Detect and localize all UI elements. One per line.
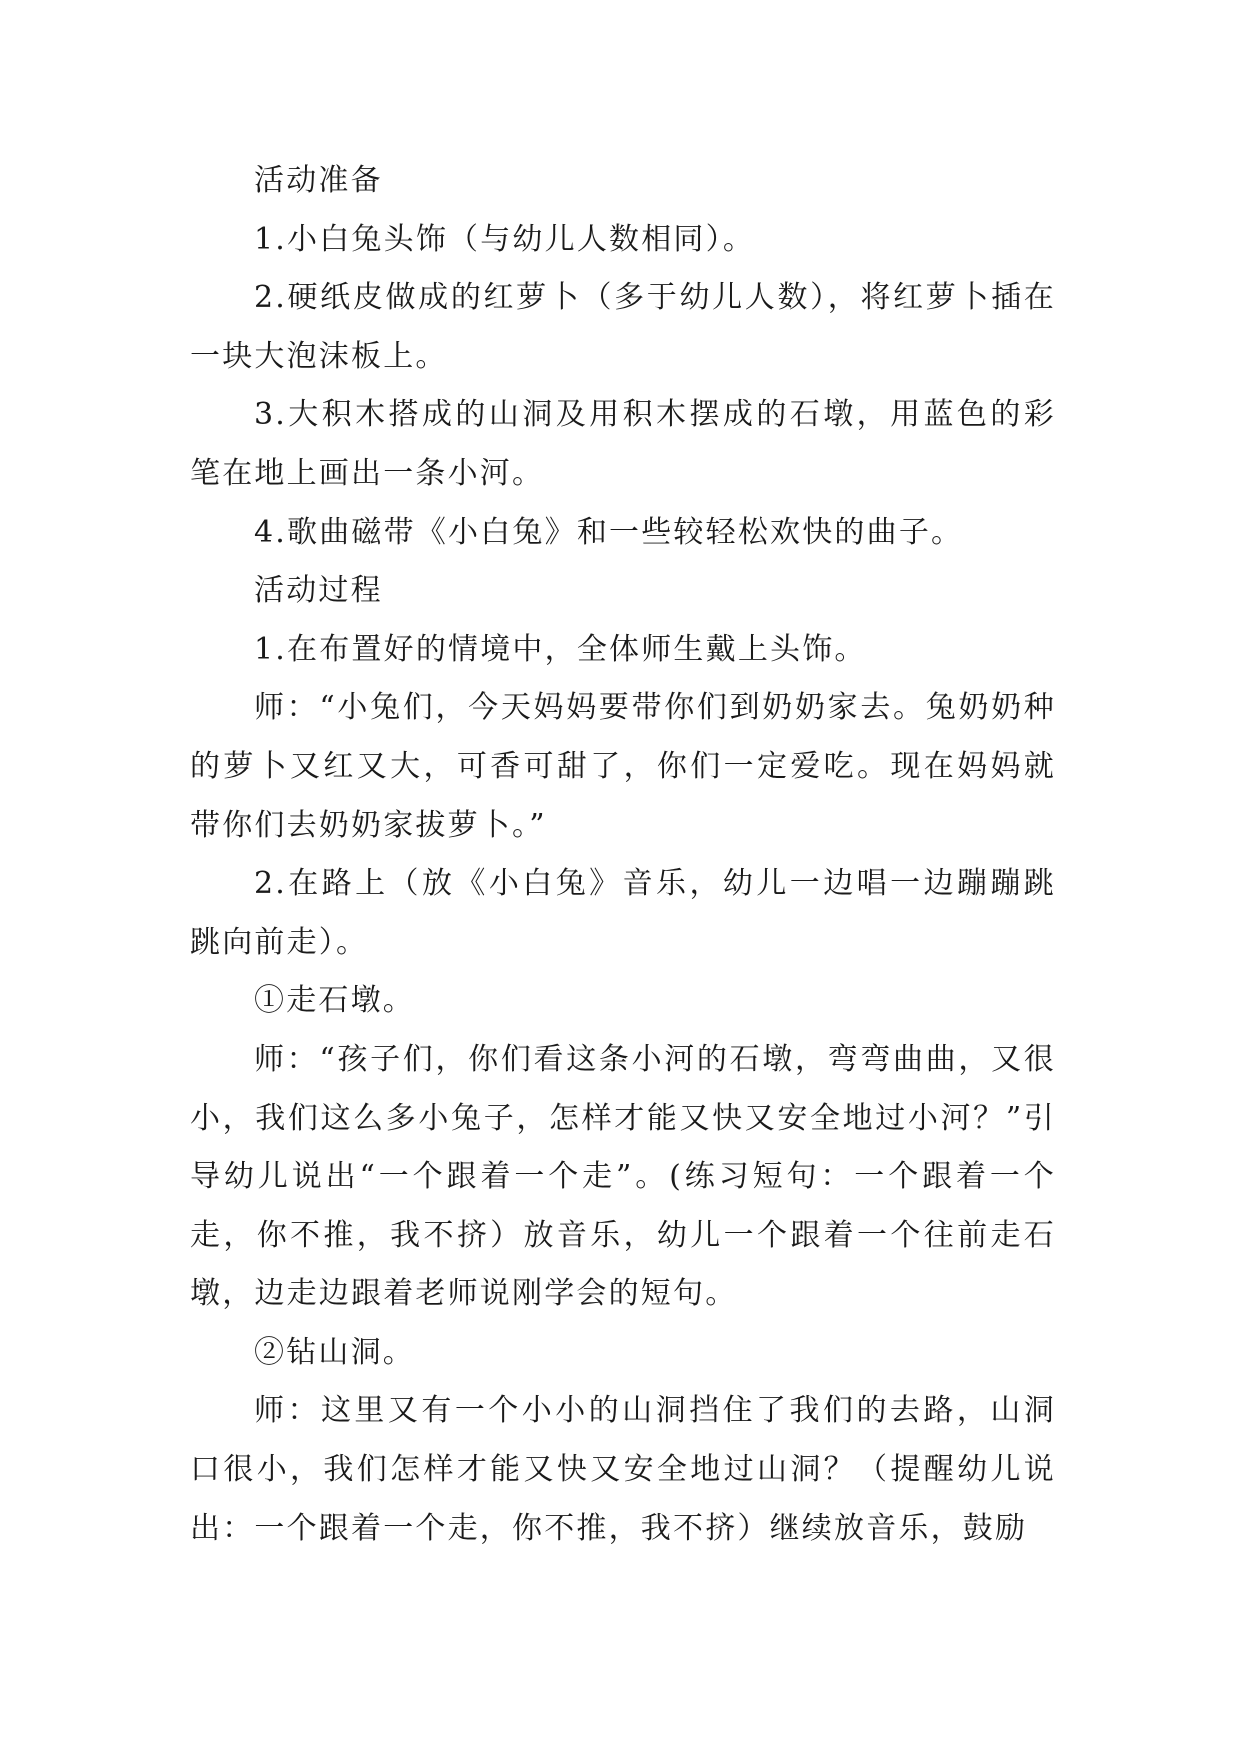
document-body — [190, 152, 1056, 1558]
list-item: 1.在布置好的情境中，全体师生戴上头饰。 — [254, 631, 867, 667]
heading-activity-preparation: 活动准备 — [254, 163, 383, 198]
heading-activity-process: 活动过程 — [254, 573, 383, 609]
teacher-dialogue: 师：这里又有一个小小的山洞挡住了我们的去路，山洞口很小，我们怎样才能又快又安全地过山洞？（提醒幼儿说出：一个跟着一个走，你不推，我不挤）继续放音乐，鼓励 — [190, 1393, 1056, 1546]
list-item: 2.在路上（放《小白兔》音乐，幼儿一边唱一边蹦蹦跳跳向前走）。 — [190, 866, 1056, 960]
list-item: 4.歌曲磁带《小白兔》和一些较轻松欢快的曲子。 — [254, 514, 964, 550]
sub-item: ①走石墩。 — [254, 983, 415, 1019]
teacher-dialogue: 师：“孩子们，你们看这条小河的石墩，弯弯曲曲，又很小，我们这么多小兔子，怎样才能又快又安全地过小河？”引导幼儿说出“一个跟着一个走”。(练习短句：一个跟着一个走，你不推，我不挤）放音乐，幼儿一个跟着一个往前走石墩，边走边跟着老师说刚学会的短句。 — [190, 1041, 1056, 1312]
sub-item: ②钻山洞。 — [254, 1334, 415, 1370]
teacher-dialogue: 师：“小兔们，今天妈妈要带你们到奶奶家去。兔奶奶种的萝卜又红又大，可香可甜了，你们一定爱吃。现在妈妈就带你们去奶奶家拔萝卜。” — [190, 690, 1056, 843]
list-item: 1.小白兔头饰（与幼儿人数相同）。 — [254, 221, 756, 257]
list-item: 3.大积木搭成的山洞及用积木摆成的石墩，用蓝色的彩笔在地上画出一条小河。 — [190, 397, 1056, 491]
list-item: 2.硬纸皮做成的红萝卜（多于幼儿人数），将红萝卜插在一块大泡沫板上。 — [190, 280, 1056, 374]
